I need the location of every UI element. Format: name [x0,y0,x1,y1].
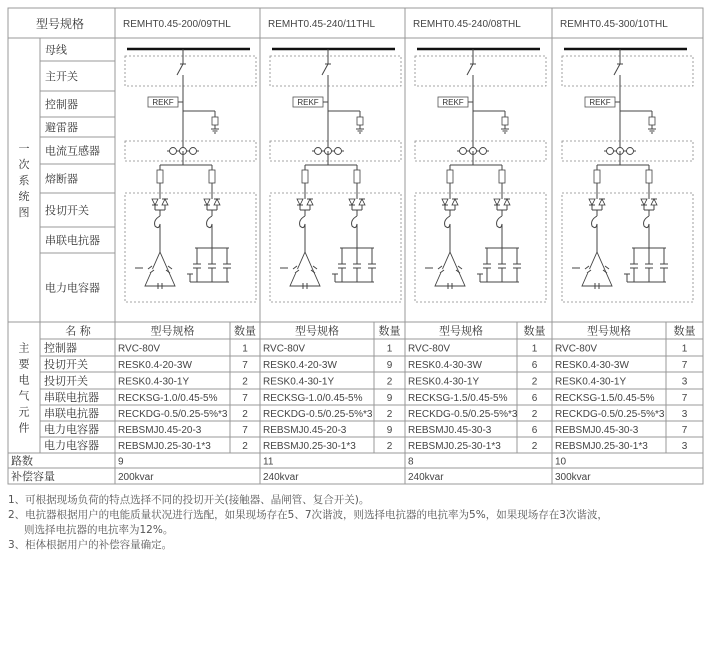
bom-qty: 2 [242,409,248,420]
fuse [499,170,505,183]
bom-spec: REBSMJ0.25-30-1*3 [118,441,211,452]
primary-system-label: 统 [18,190,30,203]
bom-spec: RECKSG-1.0/0.45-5% [118,393,218,404]
capacity-value: 200kvar [118,472,154,483]
bom-qty: 3 [681,376,688,388]
controller-tag: REKF [297,98,319,107]
bom-spec: RVC-80V [408,343,451,355]
fuse [646,170,652,183]
bom-qty: 2 [386,376,393,388]
circuits-value: 10 [555,456,567,468]
note-2-cont: 则选择电抗器的电抗率为12%。 [24,524,174,536]
header-label: 型号规格 [35,17,85,31]
bom-qty: 1 [681,343,688,355]
bom-name-header: 名 称 [65,324,91,338]
bom-spec: RESK0.4-30-1Y [263,376,335,388]
fuse [209,170,215,183]
main-components-label: 电 [18,373,30,387]
ct-coil [170,148,177,155]
bom-spec: RESK0.4-30-1Y [408,376,480,388]
bom-spec-header: 型号规格 [587,324,631,338]
fuse [594,170,600,183]
bom-spec: RESK0.4-20-3W [118,360,192,371]
bom-row-name: 投切开关 [44,358,88,371]
system-row-label: 控制器 [45,98,78,111]
bom-row-name: 控制器 [44,341,77,355]
bom-qty: 9 [386,360,393,371]
primary-system-label: 图 [18,206,30,219]
bom-qty-header: 数量 [523,324,546,338]
bom-spec: REBSMJ0.25-30-1*3 [263,441,356,452]
bom-qty-header: 数量 [234,324,256,338]
capacity-value: 300kvar [555,472,591,483]
bom-qty: 3 [681,409,688,420]
main-components-label: 元 [18,405,30,419]
note-2: 2、电抗器根据用户的电能质量状况进行选配，如果现场存在5、7次谐波，则选择电抗器的电抗率为5%，如果现场存在3次谐波， [8,509,608,521]
bom-qty: 1 [242,343,248,355]
ct-coil [190,148,197,155]
bom-qty: 9 [386,393,393,404]
bom-qty: 2 [531,441,538,452]
bom-row-name: 电力电容器 [44,439,99,452]
circuits-value: 11 [263,456,274,468]
system-row-label: 电力电容器 [45,281,100,295]
main-components-label: 气 [18,389,30,403]
circuits-value: 8 [408,456,414,468]
bom-spec: RECKSG-1.5/0.45-5% [408,393,508,404]
controller-tag: REKF [589,98,611,107]
bom-qty: 7 [681,393,688,404]
bom-spec: REBSMJ0.25-30-1*3 [408,441,501,452]
bom-spec: RECKDG-0.5/0.25-5%*3 [555,409,665,420]
main-components-label: 主 [18,341,30,355]
note-1: 1、可根据现场负荷的特点选择不同的投切开关(接触器、晶闸管、复合开关)。 [8,494,370,506]
bom-qty: 2 [242,376,248,388]
fuse [302,170,308,183]
bom-spec: RECKDG-0.5/0.25-5%*3 [408,409,518,420]
bom-qty: 7 [681,360,688,371]
main-components-label: 要 [18,357,30,371]
capacity-value: 240kvar [263,472,299,483]
system-row-label: 熔断器 [45,172,78,186]
bom-qty-header: 数量 [378,324,401,338]
model-name: REMHT0.45-240/08THL [413,19,521,30]
ct-coil [480,148,487,155]
bom-qty: 7 [681,425,688,436]
bom-qty: 1 [531,343,538,355]
bom-spec: RECKSG-1.0/0.45-5% [263,393,363,404]
bom-qty: 2 [386,409,393,420]
bom-spec: REBSMJ0.45-30-3 [408,425,492,436]
bom-qty: 2 [386,441,393,452]
bom-spec-header: 型号规格 [150,324,195,338]
capacity-value: 240kvar [408,472,444,483]
controller-tag: REKF [442,98,464,107]
bom-qty: 6 [531,425,538,436]
bom-spec: REBSMJ0.45-30-3 [555,425,639,436]
ct-coil [460,148,467,155]
bom-spec: RESK0.4-30-1Y [118,376,190,388]
bom-qty: 9 [386,425,393,436]
system-row-label: 母线 [45,43,67,57]
bom-qty: 7 [242,393,248,404]
system-row-label: 串联电抗器 [45,234,100,247]
bom-qty: 7 [242,425,248,436]
fuse [447,170,453,183]
ct-coil [315,148,322,155]
bom-spec: RESK0.4-20-3W [263,360,337,371]
bom-spec: REBSMJ0.45-20-3 [263,425,347,436]
bom-spec: RESK0.4-30-1Y [555,376,627,388]
primary-system-label: 一 [18,142,30,155]
bom-spec: RESK0.4-30-3W [408,360,482,371]
bom-qty: 7 [242,360,248,371]
bom-qty: 2 [531,409,538,420]
ct-coil [627,148,634,155]
controller-tag: REKF [152,98,174,107]
primary-system-label: 次 [18,158,30,171]
bom-qty: 1 [386,343,393,355]
capacity-label: 补偿容量 [11,470,55,483]
bom-spec-header: 型号规格 [439,324,483,338]
bom-row-name: 串联电抗器 [44,391,99,404]
fuse [157,170,163,183]
bom-qty-header: 数量 [673,324,696,338]
bom-spec: RECKDG-0.5/0.25-5%*3 [263,409,373,420]
bom-row-name: 投切开关 [44,374,88,388]
bom-spec: REBSMJ0.45-20-3 [118,425,202,436]
ct-coil [607,148,614,155]
bom-spec: REBSMJ0.25-30-1*3 [555,441,648,452]
main-components-label: 件 [18,421,30,435]
bom-qty: 6 [531,360,538,371]
bom-row-name: 电力电容器 [44,423,99,436]
system-row-label: 投切开关 [45,204,89,217]
notes [8,493,703,553]
system-row-label: 避雷器 [45,121,78,134]
primary-system-label: 系 [18,174,30,187]
model-name: REMHT0.45-200/09THL [123,19,231,30]
system-row-label: 主开关 [45,70,78,83]
fuse [354,170,360,183]
system-row-label: 电流互感器 [45,144,100,158]
ct-coil [335,148,342,155]
bom-qty: 2 [531,376,538,388]
circuits-label: 路数 [11,454,33,468]
bom-spec: RECKDG-0.5/0.25-5%*3 [118,409,228,420]
note-3: 3、柜体根据用户的补偿容量确定。 [8,539,173,551]
model-name: REMHT0.45-240/11THL [268,19,376,30]
circuits-value: 9 [118,456,124,468]
bom-spec: RESK0.4-30-3W [555,360,629,371]
bom-spec-header: 型号规格 [295,324,339,338]
bom-qty: 3 [681,441,688,452]
bom-qty: 6 [531,393,538,404]
bom-qty: 2 [242,441,248,452]
bom-row-name: 串联电抗器 [44,407,99,420]
bom-spec: RECKSG-1.5/0.45-5% [555,393,655,404]
bom-spec: RVC-80V [555,343,598,355]
bom-spec: RVC-80V [263,343,306,355]
model-name: REMHT0.45-300/10THL [560,19,668,30]
bom-spec: RVC-80V [118,343,161,355]
